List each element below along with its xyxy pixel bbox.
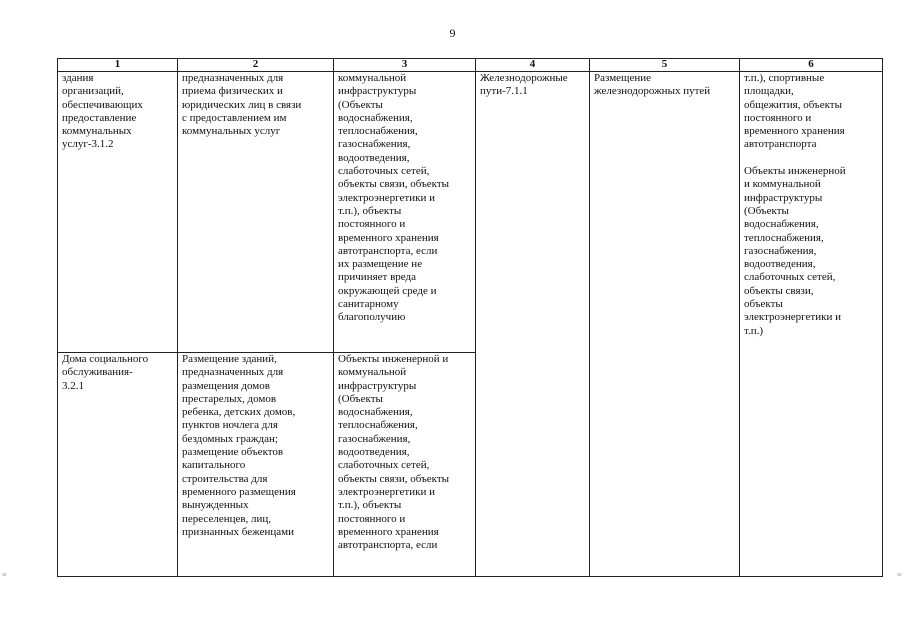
cell-railway-description: Размещение железнодорожных путей	[590, 72, 740, 577]
cell-land-use-type: Дома социального обслуживания- 3.2.1	[58, 353, 178, 577]
cell-auxiliary-objects: т.п.), спортивные площадки, общежития, объекты постоянного и временного хранения автотранспорта Объекты инженерной и коммунальной инфраструктуры (Объекты водоснабжения, теплоснабжения, газоснабжения, водоотведения, слаботочных сетей, объекты связи, объекты электроэнергетики и т.п.)	[740, 72, 883, 577]
column-header-2: 2	[178, 59, 334, 72]
land-use-table	[57, 58, 883, 577]
cell-permitted-objects: Объекты инженерной и коммунальной инфраструктуры (Объекты водоснабжения, теплоснабжения, газоснабжения, водоотведения, слаботочных сетей, объекты связи, объекты электроэнергетики и т.п.), объекты постоянного и временного хранения автотранспорта, если	[334, 353, 476, 577]
table-row	[58, 72, 883, 353]
scan-edge-mark-right: ≡	[897, 570, 902, 579]
cell-land-use-description: Размещение зданий, предназначенных для размещения домов престарелых, домов ребенка, детских домов, пунктов ночлега для бездомных граждан; размещение объектов капитального строительства для временного размещения вынужденных переселенцев, лиц, признанных беженцами	[178, 353, 334, 577]
column-header-1: 1	[58, 59, 178, 72]
cell-railway-land-use-type: Железнодорожные пути-7.1.1	[476, 72, 590, 577]
column-header-3: 3	[334, 59, 476, 72]
cell-permitted-objects: коммунальной инфраструктуры (Объекты водоснабжения, теплоснабжения, газоснабжения, водоотведения, слаботочных сетей, объекты связи, объекты электроэнергетики и т.п.), объекты постоянного и временного хранения автотранспорта, если их размещение не причиняет вреда окружающей среде и санитарному благополучию	[334, 72, 476, 353]
table-header-row	[58, 59, 883, 72]
cell-land-use-type: здания организаций, обеспечивающих предоставление коммунальных услуг-3.1.2	[58, 72, 178, 353]
scan-edge-mark-left: ≡	[2, 570, 7, 579]
column-header-4: 4	[476, 59, 590, 72]
cell-land-use-description: предназначенных для приема физических и юридических лиц в связи с предоставлением им коммунальных услуг	[178, 72, 334, 353]
page-number: 9	[449, 26, 456, 40]
column-header-5: 5	[590, 59, 740, 72]
column-header-6: 6	[740, 59, 883, 72]
